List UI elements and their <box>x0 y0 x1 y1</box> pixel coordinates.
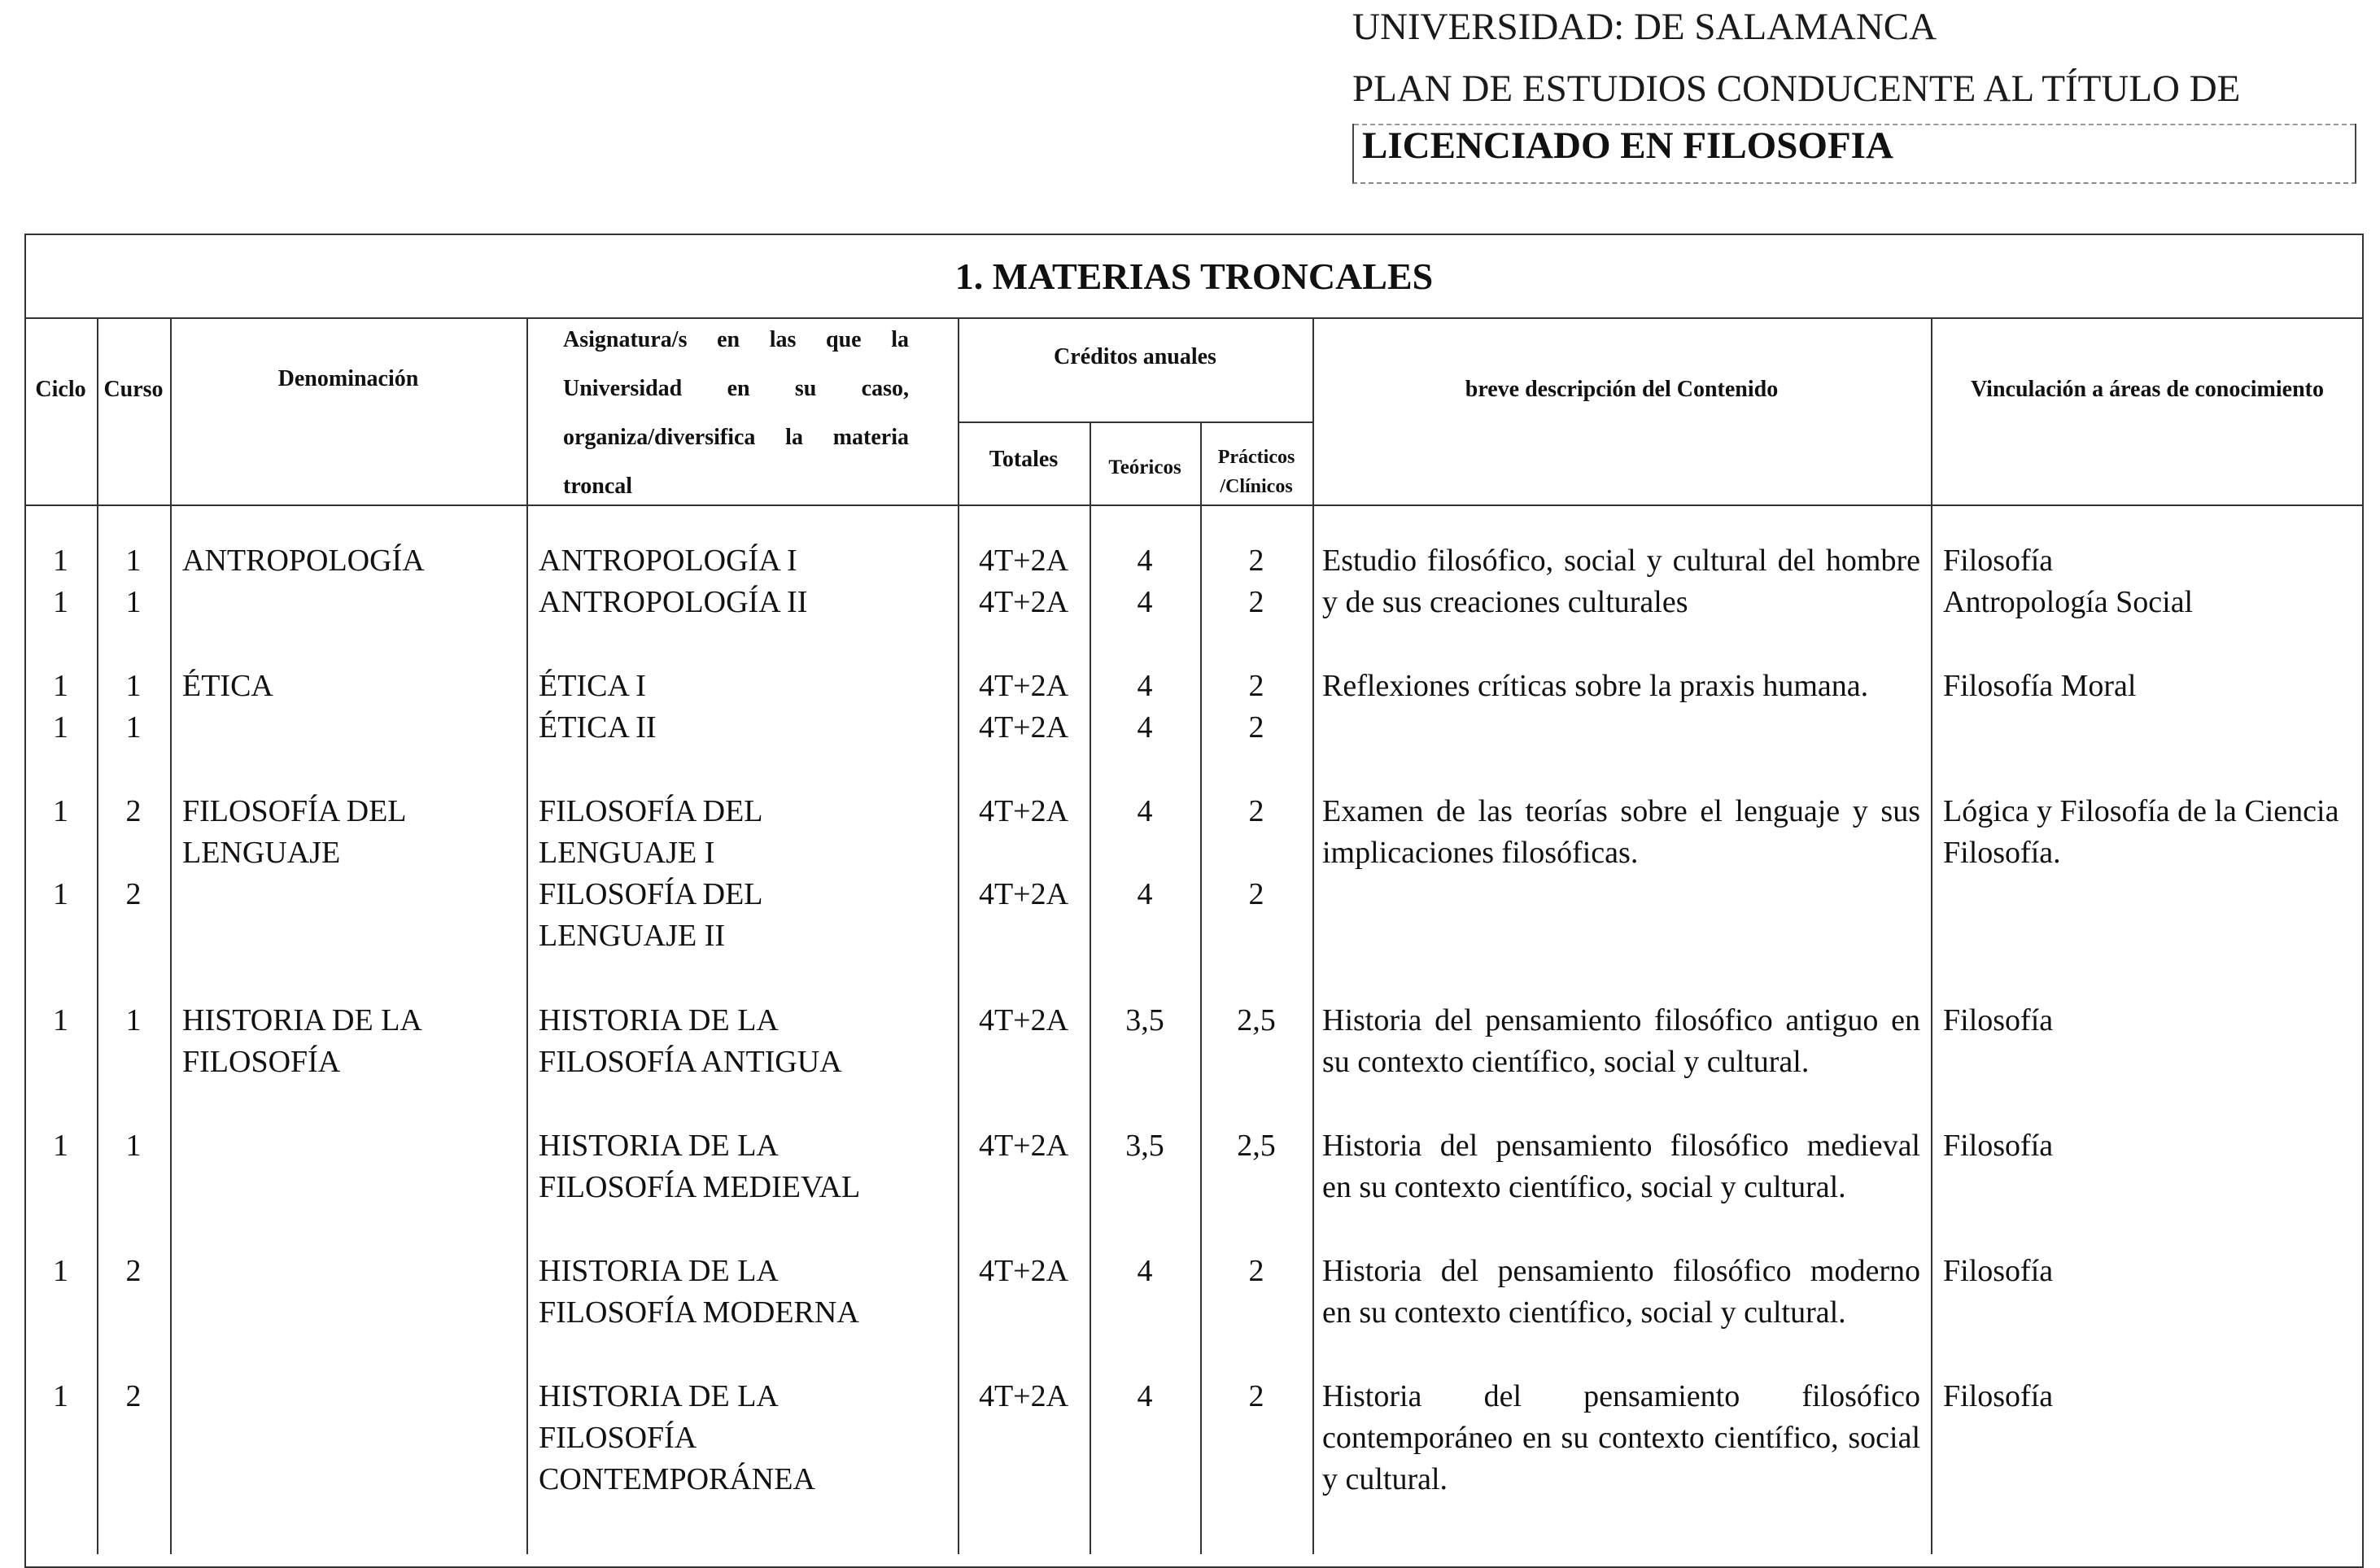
table-row-practicos: 2 <box>1248 1379 1264 1413</box>
practicos-header-line: /Clínicos <box>1220 476 1293 497</box>
table-row-curso: 1 <box>125 669 142 703</box>
degree-title: LICENCIADO EN FILOSOFIA <box>1362 124 1893 167</box>
descripcion-line: Historia del pensamiento filosófico antiguo en <box>1322 1003 1920 1037</box>
table-row-denominacion: ANTROPOLOGÍA <box>182 544 425 578</box>
table-row-curso: 1 <box>125 585 142 619</box>
descripcion-line: y de sus creaciones culturales <box>1322 585 1688 619</box>
table-row-curso: 1 <box>125 544 142 578</box>
table-row-vinculacion: Filosofía <box>1943 544 2054 578</box>
table-row-practicos: 2 <box>1248 669 1264 703</box>
col-header-teoricos: Teóricos <box>1108 456 1181 478</box>
table-row-curso: 2 <box>125 1254 142 1288</box>
table-row-practicos: 2 <box>1248 585 1264 619</box>
descripcion-line: Historia del pensamiento filosófico <box>1322 1379 1920 1413</box>
table-row-totales: 4T+2A <box>978 1129 1069 1163</box>
table-row-curso: 2 <box>125 1379 142 1413</box>
plan-line: PLAN DE ESTUDIOS CONDUCENTE AL TÍTULO DE <box>1352 68 2241 110</box>
table-row-curso: 1 <box>125 1129 142 1163</box>
table-row-curso: 1 <box>125 1003 142 1037</box>
table-row-vinculacion: Filosofía <box>1943 1129 2054 1163</box>
table-row-asignatura: FILOSOFÍA MEDIEVAL <box>539 1170 861 1204</box>
section-title: 1. MATERIAS TRONCALES <box>954 256 1434 297</box>
table-row-vinculacion: Filosofía <box>1943 1379 2054 1413</box>
table-row-ciclo: 1 <box>53 1379 68 1413</box>
table-row-asignatura: LENGUAJE II <box>539 919 726 953</box>
table-row-asignatura: HISTORIA DE LA <box>539 1379 779 1413</box>
asignatura-header-line: troncal <box>563 474 633 499</box>
university-line: UNIVERSIDAD: DE SALAMANCA <box>1352 6 1937 48</box>
table-row-totales: 4T+2A <box>978 1379 1069 1413</box>
table-row-totales: 4T+2A <box>978 669 1069 703</box>
table-row-denominacion: LENGUAJE <box>182 836 341 870</box>
table-row-practicos: 2 <box>1248 1254 1264 1288</box>
col-header-practicos <box>1200 443 1312 501</box>
descripcion-line: Examen de las teorías sobre el lenguaje y sus <box>1322 794 1920 828</box>
table-row-totales: 4T+2A <box>978 794 1069 828</box>
table-row-teoricos: 4 <box>1137 710 1153 745</box>
descripcion-line: en su contexto científico, social y cultural. <box>1322 1295 1846 1330</box>
table-row-teoricos: 4 <box>1137 1379 1153 1413</box>
header-bottom-divider <box>24 504 2364 506</box>
table-row-totales: 4T+2A <box>978 1254 1069 1288</box>
col-header-vinculacion: Vinculación a áreas de conocimiento <box>1971 377 2324 402</box>
table-row-descripcion <box>1322 1251 1920 1334</box>
table-row-ciclo: 1 <box>53 1129 68 1163</box>
table-row-vinculacion: Filosofía <box>1943 1254 2054 1288</box>
practicos-header-line: Prácticos <box>1217 447 1295 468</box>
table-row-ciclo: 1 <box>53 1003 68 1037</box>
table-row-descripcion <box>1322 1000 1920 1083</box>
table-row-vinculacion: Lógica y Filosofía de la Ciencia <box>1943 794 2339 828</box>
table-row-vinculacion: Filosofía. <box>1943 836 2061 870</box>
title-divider <box>24 317 2364 319</box>
degree-box <box>1352 124 2356 184</box>
asignatura-header-line: Universidad en su caso, <box>563 376 909 401</box>
table-row-descripcion <box>1322 540 1920 623</box>
table-row-totales: 4T+2A <box>978 585 1069 619</box>
table-row-practicos: 2,5 <box>1237 1003 1276 1037</box>
descripcion-line: su contexto científico, social y cultural. <box>1322 1045 1810 1079</box>
table-row-ciclo: 1 <box>53 877 68 911</box>
table-row-denominacion: FILOSOFÍA DEL <box>182 794 407 828</box>
col-divider-creditos <box>1312 317 1314 1554</box>
table-row-asignatura: FILOSOFÍA <box>539 1421 697 1455</box>
table-row-ciclo: 1 <box>53 710 68 745</box>
table-row-asignatura: HISTORIA DE LA <box>539 1129 779 1163</box>
col-header-denominacion: Denominación <box>277 366 419 391</box>
table-row-vinculacion: Antropología Social <box>1943 585 2194 619</box>
credits-subheader-divider <box>958 421 1312 423</box>
table-row-practicos: 2,5 <box>1237 1129 1276 1163</box>
table-row-denominacion: HISTORIA DE LA <box>182 1003 422 1037</box>
table-row-teoricos: 4 <box>1137 585 1153 619</box>
col-divider-ciclo <box>97 317 98 1554</box>
descripcion-line: Historia del pensamiento filosófico medieval <box>1322 1129 1920 1163</box>
table-row-asignatura: FILOSOFÍA DEL <box>539 877 763 911</box>
col-header-ciclo: Ciclo <box>35 377 86 402</box>
col-header-asignatura <box>563 316 909 511</box>
table-row-totales: 4T+2A <box>978 877 1069 911</box>
asignatura-header-line: organiza/diversifica la materia <box>563 425 909 450</box>
table-row-asignatura: ANTROPOLOGÍA I <box>539 544 797 578</box>
table-row-asignatura: LENGUAJE I <box>539 836 715 870</box>
table-row-curso: 1 <box>125 710 142 745</box>
table-row-practicos: 2 <box>1248 794 1264 828</box>
descripcion-line: implicaciones filosóficas. <box>1322 836 1639 870</box>
table-row-ciclo: 1 <box>53 544 68 578</box>
table-row-teoricos: 4 <box>1137 669 1153 703</box>
table-row-practicos: 2 <box>1248 877 1264 911</box>
table-row-asignatura: ANTROPOLOGÍA II <box>539 585 808 619</box>
table-row-vinculacion: Filosofía Moral <box>1943 669 2137 703</box>
table-row-curso: 2 <box>125 794 142 828</box>
table-row-teoricos: 4 <box>1137 877 1153 911</box>
table-row-totales: 4T+2A <box>978 1003 1069 1037</box>
table-row-descripcion: Reflexiones críticas sobre la praxis humana. <box>1322 669 1869 703</box>
table-row-asignatura: ÉTICA I <box>539 669 646 703</box>
table-row-ciclo: 1 <box>53 1254 68 1288</box>
table-row-asignatura: ÉTICA II <box>539 710 657 745</box>
table-row-ciclo: 1 <box>53 794 68 828</box>
table-row-asignatura: FILOSOFÍA DEL <box>539 794 763 828</box>
table-row-asignatura: HISTORIA DE LA <box>539 1003 779 1037</box>
table-row-curso: 2 <box>125 877 142 911</box>
col-divider-asignatura <box>958 317 959 1554</box>
col-header-creditos: Créditos anuales <box>1054 344 1216 369</box>
table-row-totales: 4T+2A <box>978 544 1069 578</box>
table-row-asignatura: FILOSOFÍA MODERNA <box>539 1295 859 1330</box>
table-row-vinculacion: Filosofía <box>1943 1003 2054 1037</box>
descripcion-line: Historia del pensamiento filosófico moderno <box>1322 1254 1920 1288</box>
table-row-descripcion <box>1322 1125 1920 1208</box>
descripcion-line: y cultural. <box>1322 1462 1448 1496</box>
table-row-ciclo: 1 <box>53 585 68 619</box>
col-header-totales: Totales <box>989 447 1059 472</box>
table-row-teoricos: 4 <box>1137 794 1153 828</box>
table-row-teoricos: 4 <box>1137 544 1153 578</box>
descripcion-line: en su contexto científico, social y cultural. <box>1322 1170 1846 1204</box>
table-row-practicos: 2 <box>1248 710 1264 745</box>
col-divider-curso <box>170 317 172 1554</box>
table-row-practicos: 2 <box>1248 544 1264 578</box>
table-row-ciclo: 1 <box>53 669 68 703</box>
table-row-asignatura: CONTEMPORÁNEA <box>539 1462 815 1496</box>
descripcion-line: Estudio filosófico, social y cultural del hombre <box>1322 544 1920 578</box>
col-header-descripcion: breve descripción del Contenido <box>1465 377 1779 402</box>
table-row-descripcion <box>1322 791 1920 874</box>
table-row-teoricos: 3,5 <box>1125 1129 1164 1163</box>
table-row-teoricos: 4 <box>1137 1254 1153 1288</box>
table-row-denominacion: FILOSOFÍA <box>182 1045 341 1079</box>
table-row-denominacion: ÉTICA <box>182 669 273 703</box>
col-divider-descripcion <box>1931 317 1932 1554</box>
table-row-teoricos: 3,5 <box>1125 1003 1164 1037</box>
table-row-asignatura: HISTORIA DE LA <box>539 1254 779 1288</box>
descripcion-line: contemporáneo en su contexto científico, social <box>1322 1421 1920 1455</box>
table-row-totales: 4T+2A <box>978 710 1069 745</box>
asignatura-header-line: Asignatura/s en las que la <box>563 327 909 352</box>
col-header-curso: Curso <box>103 377 164 402</box>
table-row-asignatura: FILOSOFÍA ANTIGUA <box>539 1045 842 1079</box>
col-divider-denominacion <box>526 317 528 1554</box>
table-row-descripcion <box>1322 1376 1920 1500</box>
